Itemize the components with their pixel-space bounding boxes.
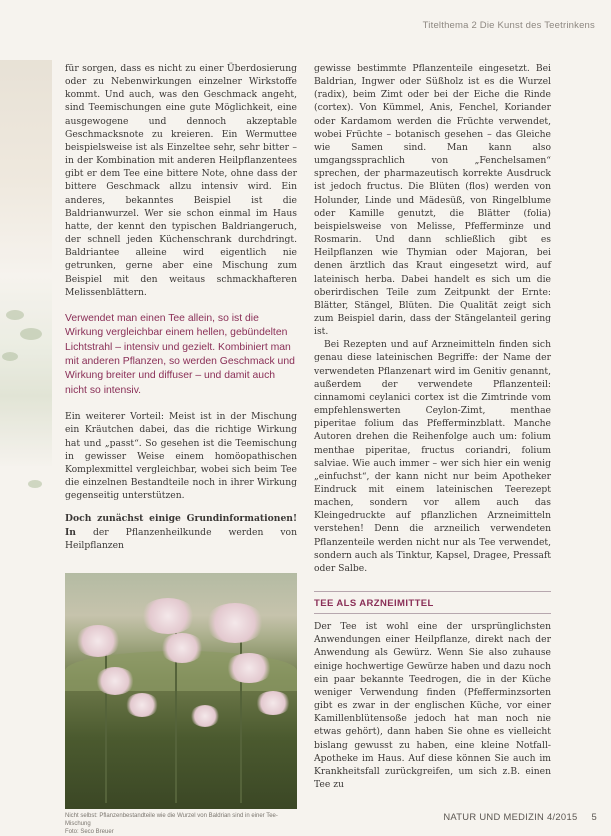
photo-caption <box>65 812 297 836</box>
right-column <box>314 62 551 791</box>
section-heading: TEE ALS ARZNEIMITTEL <box>314 598 551 614</box>
left-column <box>65 62 297 552</box>
pullquote: Verwendet man einen Tee allein, so ist die Wirkung vergleichbar einem hellen, gebündelten Lichtstrahl – intensiv und gezielt. Kombiniert man mit anderen Pflanzen, so werden Geschmack und Wirkung breiter und diffuser – und damit auch nicht so intensiv. <box>65 312 295 396</box>
valerian-photo <box>65 573 297 809</box>
caption-credit: Foto: Seco Breuer <box>65 829 114 835</box>
caption-text: Nicht selbst: Pflanzenbestandteile wie die Wurzel von Baldrian sind in einer Tee-Mischung <box>65 813 278 827</box>
bold-lead: Doch zunächst einige Grundinformationen! In <box>65 513 297 538</box>
body-paragraph: Ein weiterer Vorteil: Meist ist in der Mischung ein Kräutchen dabei, das die richtige Wirkung hat und „passt“. So gesehen ist die Teemischung in gewisser Weise einem homöopathischen Komplexmittel vergleichbar, wobei sich beim Tee die einzelnen Bestandteile noch in ihrer Wirkung gegenseitig unterstützen. <box>65 411 297 502</box>
page-number: 5 <box>591 811 597 822</box>
body-paragraph: Bei Rezepten und auf Arzneimitteln finden sich genau diese lateinischen Begriffe: der Name der verwendeten Pflanzenart wird im Genitiv genannt, außerdem der verwendete Pflanzenteil: cinnamomi ceylanici cortex ist die Zimtrinde vom empfehlenswerten Ceylon-Zimt, menthae piperitae folium das Pfefferminzblatt. Manche Autoren drehen die Reihenfolge auch um: folium menthae piperitae, fructus coriandri, folium salviae. Wie auch immer – wer sich hier ein wenig „einfuchst“, der kann nicht nur beim Apotheker Eindruck mit einem lateinischen Teerezept machen, sondern vor allem auch das Kleingedruckte auf pflanzlichen Arzneimitteln verstehen! Denn die arzneilich verwendeten Pflanzenteile werden nicht nur als Tee verwendet, sondern auch als Tinktur, Kapsel, Dragee, Pressaft oder Salbe. <box>314 339 551 574</box>
paragraph-tail: der Pflanzenheilkunde werden von Heilpflanzen <box>65 526 298 551</box>
magazine-issue: NATUR UND MEDIZIN 4/2015 <box>443 811 578 822</box>
body-paragraph: für sorgen, dass es nicht zu einer Überdosierung oder zu Nebenwirkungen einzelner Wirkstoffe kommt. Und auch, was den Geschmack angeht, sind Teemischungen eine gute Möglichkeit, eine ausgewogene und dennoch akzeptable Geschmacksnote zu kreieren. Ein Wermuttee beispielsweise ist als Einzeltee sehr, sehr bitter – in der Kombination mit anderen Heilpflanzentees gibt er dem Tee eine bittere Note, ohne dass der bittere Geschmack allzu intensiv wird. Ein anderes, bekanntes Beispiel ist die Baldrianwurzel. Wer sie schon einmal im Haus hatte, der kennt den typischen Baldriangeruch, der schnell jeden Küchenschrank durchdringt. Baldriantee alleine wird eigentlich nie getrunken, gerne aber eine Mischung zum Beispiel mit den weitaus schmackhafteren Melissenblättern. <box>65 63 297 298</box>
decorative-side-image <box>0 60 52 540</box>
body-paragraph: Der Tee ist wohl eine der ursprünglichsten Anwendungen einer Heilpflanze, direkt nach der Anwendung als Gewürz. Wenn Sie also zuhause einige hochwertige Gewürze haben und dazu noch ein paar bekannte Teedrogen, die in der Küche weniger Verwendung finden (Pfefferminzsorten gibt es zwar in der englischen Küche, vor einer Kamillenblütensoße jedoch hat man noch nie etwas gehört), dann haben Sie ohne es vielleicht bislang gewusst zu haben, eine kleine Notfall-Apotheke im Haus. Auf diese können Sie auch im Krankheitsfall zurückgreifen, um sich z.B. einen Tee zu <box>314 621 551 790</box>
body-paragraph: gewisse bestimmte Pflanzenteile eingesetzt. Bei Baldrian, Ingwer oder Süßholz ist es die Wurzel (radix), beim Zimt oder bei der Eiche die Rinde (cortex). Von Kümmel, Anis, Fenchel, Koriander oder Kardamom werden die Früchte verwendet, wobei Früchte – botanisch gesehen – das Gleiche wie Samen sind. Man kann also umgangssprachlich von „Fenchelsamen“ sprechen, der pharmazeutisch korrekte Ausdruck ist jedoch fructus. Die Blüten (flos) werden von Holunder, Linde und Mädesüß, von Ringelblume oder Kamille genutzt, die Blätter (folia) beispielsweise von Melisse, Pfefferminze und Rosmarin. Und dann schließlich gibt es Heilpflanzen wie Thymian oder Majoran, bei denen ärztlich das Kraut eingesetzt wird, auf lateinisch herba. Dabei handelt es sich um die oberirdischen Teile zum Zeitpunkt der Ernte: Blätter, Stängel, Blüten. Die Qualität zeigt sich zum Beispiel darin, dass der Stängelanteil gering ist. <box>314 63 551 338</box>
body-paragraph <box>65 512 297 551</box>
section-rule <box>314 591 551 592</box>
page-footer <box>443 811 597 822</box>
running-head: Titelthema 2 Die Kunst des Teetrinkens <box>422 20 595 31</box>
